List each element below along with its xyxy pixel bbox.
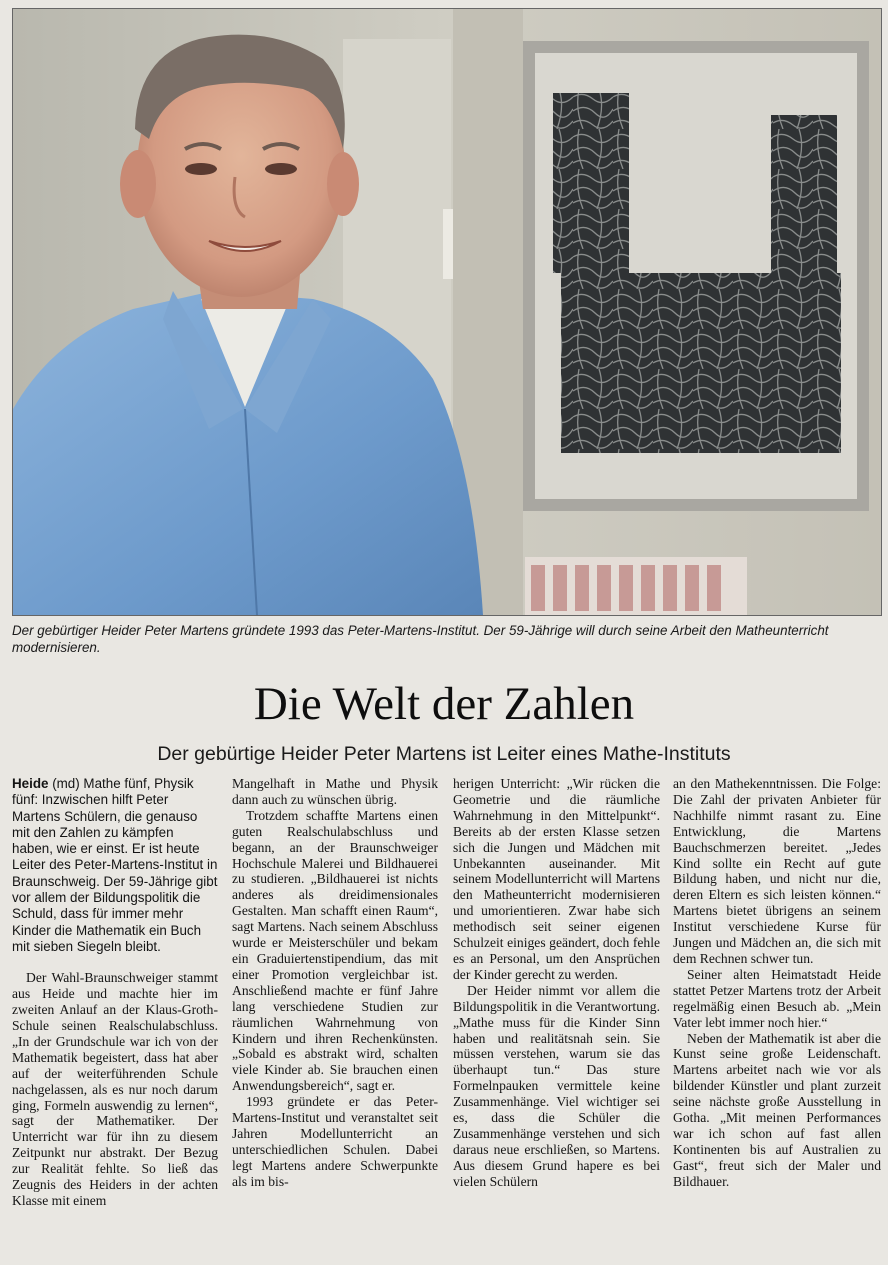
subheadline: Der gebürtige Heider Peter Martens ist Leiter eines Mathe-Instituts xyxy=(157,743,731,765)
body-paragraph: Trotzdem schaffte Martens einen guten Realschulabschluss und begann, an der Braunschweiger Hochschule Malerei und Bildhauerei zu studieren. „Bildhauerei ist nichts anderes als dreidimensionales Gestalten. Man schafft einen Raum“, sagt Martens. Nach seinem Abschluss wurde er Meisterschüler und bekam ein Graduiertenstipendium, das mit einer Promotion vergleichbar ist. Anschließend machte er fünf Jahre lang verschiedene Studien zur räumlichen Wahrnehmung von Kindern und ihren Rechenkünsten. „Sobald es abstrakt wird, schalten viele Kinder ab. Sie brauchen einen Anwendungsbereich“, sagt er. xyxy=(232,807,438,1094)
photo-caption: Der gebürtiger Heider Peter Martens gründete 1993 das Peter-Martens-Institut. Der 59-Jährige will durch seine Arbeit den Matheunterricht modernisieren. xyxy=(12,623,829,655)
portrait-illustration xyxy=(13,9,881,615)
body-paragraph: Seiner alten Heimatstadt Heide stattet Petzer Martens trotz der Arbeit regelmäßig einen Besuch ab. „Mein Vater lebt immer noch hier.“ xyxy=(673,966,881,1030)
headline: Die Welt der Zahlen xyxy=(253,678,635,730)
article-photo xyxy=(12,8,882,616)
body-paragraph: Neben der Mathematik ist aber die Kunst seine große Leidenschaft. Martens arbeitet nach wie vor als bildender Künstler und plant zurzeit seine nächste große Ausstellung in Gotha. „Mit meinen Performances war ich schon auf fast allen Kontinenten bis auf Australien zu Gast“, freut sich der Maler und Bildhauer. xyxy=(673,1030,881,1189)
body-paragraph: Der Heider nimmt vor allem die Bildungspolitik in die Verantwortung. „Mathe muss für die Kinder Sinn haben und realitätsnah sein. Sie müssen verstehen, warum sie das überhaupt tun.“ Das sture Formelnpauken vermittele keine Zusammenhänge. Viel wichtiger sei es, dass die Schüler die Zusammenhänge verstehen und sich daraus neue erschließen, so Martens. Aus diesem Grund hapere es bei vielen Schülern xyxy=(453,982,660,1189)
body-paragraph: Mangelhaft in Mathe und Physik dann auch zu wünschen übrig. xyxy=(232,776,438,807)
article-column-3 xyxy=(453,776,660,1262)
lead-paragraph xyxy=(12,776,218,955)
body-paragraph: an den Mathekenntnissen. Die Folge: Die Zahl der privaten Anbieter für Nachhilfe nimmt rasant zu. Eine Entwicklung, die Martens Bauchschmerzen bereitet. „Jedes Kind sollte ein Recht auf gute Bildung haben, und nicht nur die, deren Eltern es sich leisten können.“ Martens bietet übrigens an seinem Institut verschiedene Kurse für Jungen und Mädchen an, die sich mit dem Rechnen schwer tun. xyxy=(673,776,881,966)
body-paragraph: herigen Unterricht: „Wir rücken die Geometrie und die räumliche Wahrnehmung in den Mittelpunkt“. Bereits ab der ersten Klasse setzen sich die Jungen und Mädchen mit Unbekannten auseinander. Mit seinem Modellunterricht will Martens den Matheunterricht modernisieren und umorientieren. Zwar habe sich methodisch seit seiner eigenen Schulzeit einiges geändert, doch fehle es an Personal, um den Ansprüchen der Kinder gerecht zu werden. xyxy=(453,776,660,982)
article-column-1 xyxy=(12,776,218,1262)
dateline: Heide xyxy=(12,776,49,791)
body-paragraph: 1993 gründete er das Peter-Martens-Institut und veranstaltet seit Jahren Modellunterricht an unterschiedlichen Schulen. Dabei legt Martens andere Schwerpunkte als im bis- xyxy=(232,1094,438,1189)
article-column-4 xyxy=(673,776,881,1262)
body-paragraph: Der Wahl-Braunschweiger stammt aus Heide und machte hier im zweiten Anlauf an der Klaus-Groth-Schule seinen Realschulabschluss. „In der Grundschule war ich von der Mathematik begeistert, dass hat aber auf der weiterführenden Schule nachgelassen, als es nur noch darum ging, Formeln auswendig zu lernen“, sagt der Mathematiker. Der Unterricht war für ihn zu diesem Zeitpunkt nur abstrakt. Der Bezug zur Realität fehlte. So ließ das Zeugnis des Heiders in der achten Klasse mit einem xyxy=(12,970,218,1208)
article-column-2 xyxy=(232,776,438,1262)
lead-text: (md) Mathe fünf, Physik fünf: Inzwischen hilft Peter Martens Schülern, die genauso mit den Zahlen zu kämpfen haben, wie er einst. Er ist heute Leiter des Peter-Martens-Institut in Braunschweig. Der 59-Jährige gibt vor allem der Bildungspolitik die Schuld, dass für immer mehr Kinder die Mathematik ein Buch mit sieben Siegeln bleibt. xyxy=(12,776,218,954)
